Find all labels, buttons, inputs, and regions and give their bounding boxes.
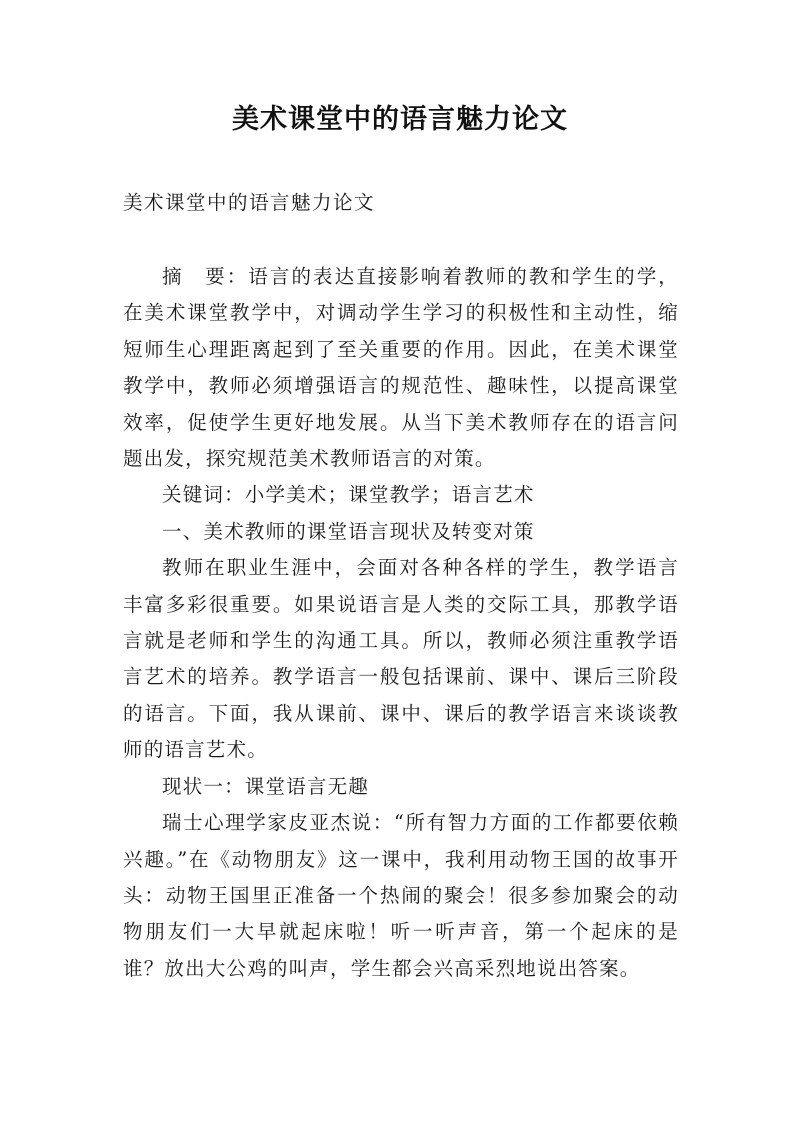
document-subtitle: 美术课堂中的语言魅力论文 [123, 191, 376, 214]
abstract-paragraph: 摘 要：语言的表达直接影响着教师的教和学生的学，在美术课堂教学中，对调动学生学习的积极性和主动性，缩短师生心理距离起到了至关重要的作用。因此，在美术课堂教学中，教师必须增强语言的规范性、趣味性，以提高课堂效率，促使学生更好地发展。从当下美术教师存在的语言问题出发，探究规范美术教师语言的对策。 [123, 265, 679, 471]
subsection-heading: 现状一：课堂语言无趣 [162, 774, 370, 798]
document-body [123, 259, 679, 987]
body-paragraph: 瑞士心理学家皮亚杰说：“所有智力方面的工作都要依赖兴趣。”在《动物朋友》这一课中，我利用动物王国的故事开头：动物王国里正准备一个热闹的聚会！很多参加聚会的动物朋友们一大早就起床啦！听一听声音，第一个起床的是谁？放出大公鸡的叫声，学生都会兴高采烈地说出答案。 [123, 811, 679, 980]
body-paragraph: 教师在职业生涯中，会面对各种各样的学生，教学语言丰富多彩很重要。如果说语言是人类的交际工具，那教学语言就是老师和学生的沟通工具。所以，教师必须注重教学语言艺术的培养。教学语言一般包括课前、课中、课后三阶段的语言。下面，我从课前、课中、课后的教学语言来谈谈教师的语言艺术。 [123, 556, 679, 762]
document-title: 美术课堂中的语言魅力论文 [232, 104, 568, 135]
section-heading: 一、美术教师的课堂语言现状及转变对策 [162, 519, 535, 543]
keywords-line: 关键词：小学美术；课堂教学；语言艺术 [162, 483, 535, 507]
